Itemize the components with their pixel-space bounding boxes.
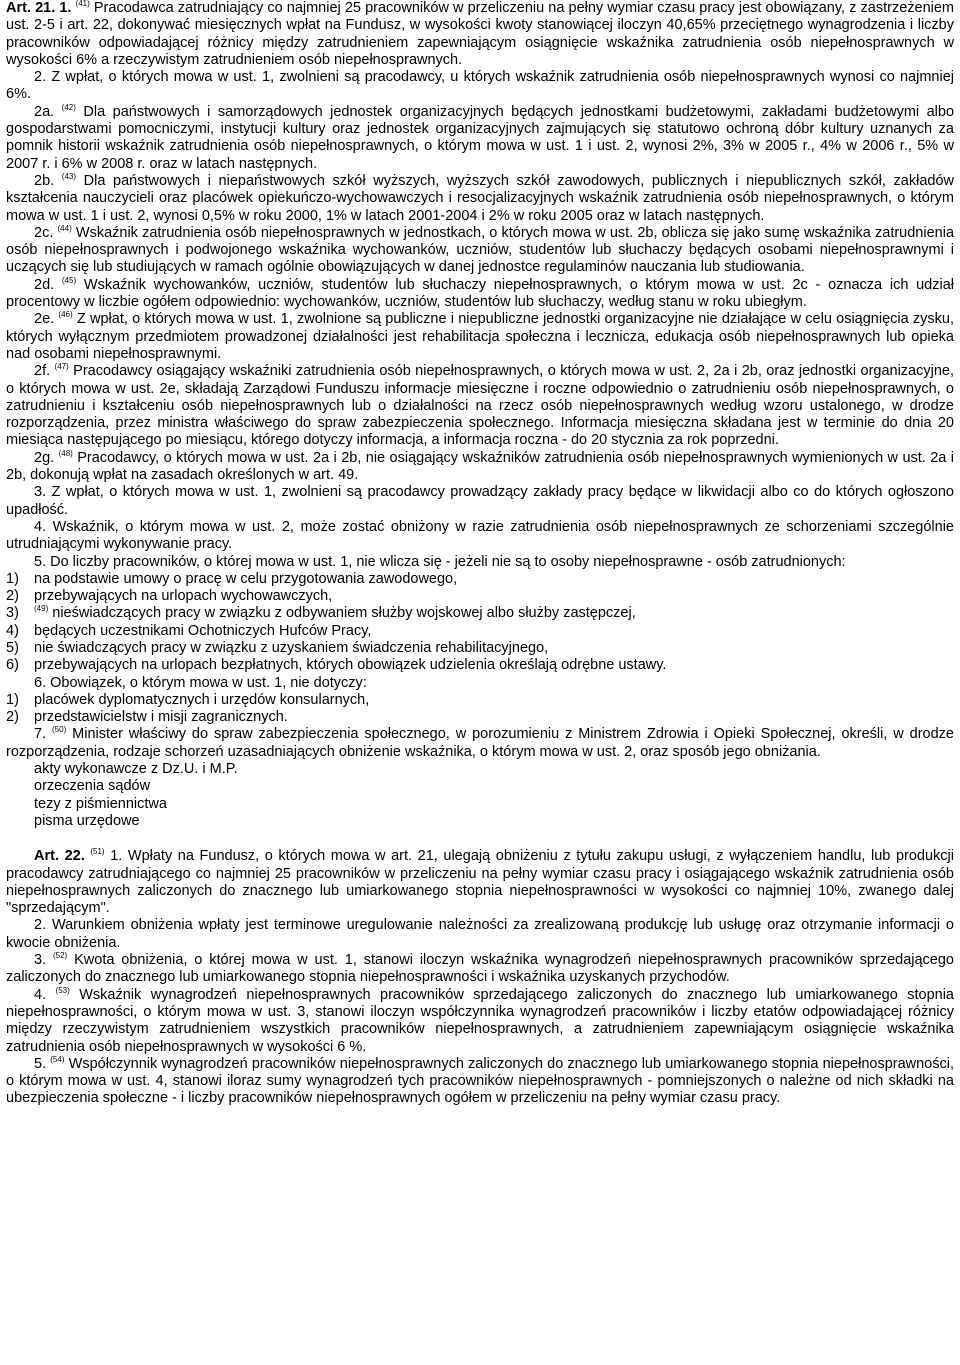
art22-par1-text: 1. Wpłaty na Fundusz, o których mowa w art. 21, ulegają obniżeniu z tytułu zakupu usługi, z wyłączeniem handlu, lub produkcji pracodawcy zatrudniającego co najmniej 25 pracowników w przeliczeniu na pełny wymiar czasu pracy i osiągającego wskaźnik zatrudnienia osób niepełnosprawnych zaliczonych do znacznego lub umiarkowanego stopnia niepełnosprawności w wysokości co najmniej 10%, zwanego dalej "sprzedającym". bbox=[6, 848, 954, 917]
art21-par6-list bbox=[6, 692, 954, 727]
link-literature-theses[interactable]: tezy z piśmiennictwa bbox=[34, 795, 167, 812]
art21-par2: 2. Z wpłat, o których mowa w ust. 1, zwolnieni są pracodawcy, u których wskaźnik zatrudnienia osób niepełnosprawnych wynosi co najmniej 6%. bbox=[6, 69, 954, 103]
link-official-letters[interactable]: pisma urzędowe bbox=[34, 812, 140, 829]
art22-heading: Art. 22. bbox=[34, 848, 85, 865]
art21-par2d bbox=[6, 277, 954, 312]
art22-par2: 2. Warunkiem obniżenia wpłaty jest terminowe uregulowanie należności za zrealizowaną produkcję lub usługę oraz otrzymanie informacji o kwocie obniżenia. bbox=[6, 917, 954, 951]
footnote-ref[interactable]: (54) bbox=[50, 1054, 65, 1064]
footnote-ref[interactable]: (48) bbox=[58, 448, 73, 458]
list-item: 6) przebywających na urlopach bezpłatnych, których obowiązek udzielenia określają odrębne ustawy. bbox=[6, 657, 667, 674]
list-item: 1) placówek dyplomatycznych i urzędów konsularnych, bbox=[6, 691, 370, 708]
art21-par2a bbox=[6, 104, 954, 173]
footnote-ref[interactable]: (41) bbox=[75, 0, 90, 8]
footnote-ref[interactable]: (50) bbox=[52, 725, 67, 735]
par-label: 2a. bbox=[34, 103, 55, 120]
par-text: Dla państwowych i niepaństwowych szkół wyższych, wyższych szkół zawodowych, publicznych i niepublicznych szkół, zakładów kształcenia nauczycieli oraz placówek opiekuńczo-wychowawczych i resocjalizacyjnych wskaźnik zatrudnienia osób niepełnosprawnych, o którym mowa w ust. 1 i ust. 2, wynosi 0,5% w roku 2000, 1% w latach 2001-2004 i 2% w roku 2005 oraz w latach następnych. bbox=[6, 172, 954, 224]
par-text: Wskaźnik wychowanków, uczniów, studentów lub słuchaczy niepełnosprawnych, o którym mowa w ust. 2c - oznacza ich udział procentowy w liczbie ogółem odpowiednio: wychowanków, uczniów, studentów lub słuchaczy, według stanu w roku ubiegłym. bbox=[6, 276, 955, 311]
footnote-ref[interactable]: (46) bbox=[58, 310, 73, 320]
footnote-ref[interactable]: (51) bbox=[90, 847, 105, 857]
footnote-ref[interactable]: (52) bbox=[52, 951, 68, 961]
par-text: Kwota obniżenia, o której mowa w ust. 1, stanowi iloczyn wskaźnika wynagrodzeń niepełnosprawnych pracowników sprzedającego zaliczonych do znacznego lub umiarkowanego stopnia niepełnosprawności i wskaźnika uzyskanych przychodów. bbox=[6, 952, 954, 986]
art21-par7 bbox=[6, 726, 954, 761]
related-links bbox=[34, 761, 954, 830]
art21-par2b bbox=[6, 173, 954, 225]
art21-par2c bbox=[6, 225, 954, 277]
par-label: 2c. bbox=[34, 224, 54, 241]
art21-par1-text: Pracodawca zatrudniający co najmniej 25 pracowników w przeliczeniu na pełny wymiar czasu pracy jest obowiązany, z zastrzeżeniem ust. 2-5 i art. 22, dokonywać miesięcznych wpłat na Fundusz, w wysokości kwoty stanowiącej iloczyn 40,65% przeciętnego wynagrodzenia i liczby pracowników odpowiadającej różnicy między zatrudnieniem zapewniającym osiągnięcie wskaźnika zatrudnienia osób niepełnosprawnych w wysokości 6% a rzeczywistym zatrudnieniem osób niepełnosprawnych. bbox=[6, 0, 954, 68]
art22-par5 bbox=[6, 1056, 954, 1108]
footnote-ref[interactable]: (47) bbox=[54, 362, 69, 372]
par-label: 2e. bbox=[34, 311, 55, 328]
footnote-ref[interactable]: (44) bbox=[57, 223, 72, 233]
art21-par3: 3. Z wpłat, o których mowa w ust. 1, zwolnieni są pracodawcy prowadzący zakłady pracy będące w likwidacji albo co do których ogłoszono upadłość. bbox=[6, 484, 954, 518]
art21-par4: 4. Wskaźnik, o którym mowa w ust. 2, może zostać obniżony w razie zatrudnienia osób niepełnosprawnych ze schorzeniami szczególnie utrudniającymi wykonywanie pracy. bbox=[6, 518, 954, 553]
art21-heading: Art. 21. 1. bbox=[6, 0, 72, 16]
par-text: Pracodawcy osiągający wskaźniki zatrudnienia osób niepełnosprawnych, o których mowa w ust. 2, 2a i 2b, oraz jednostki organizacyjne, o których mowa w ust. 2e, składają Zarządowi Funduszu informacje miesięczne i roczne odpowiednio o zatrudnieniu osób niepełnosprawnych, o zatrudnieniu i kształceniu osób niepełnosprawnych lub o działalności na rzecz osób niepełnosprawnych według wzoru ustalonego, w drodze rozporządzenia, przez ministra właściwego do spraw zabezpieczenia społecznego. Informacja miesięczna składana jest w terminie do dnia 20 miesiąca następującego po miesiącu, którego dotyczy informacja, a informacja roczna - do 20 stycznia za rok poprzedni. bbox=[6, 363, 955, 449]
par-label: 2g. bbox=[34, 449, 55, 466]
par-label: 3. bbox=[34, 952, 47, 969]
par-label: 2f. bbox=[34, 363, 51, 380]
par-text: Pracodawcy, o których mowa w ust. 2a i 2b, nie osiągający wskaźników zatrudnienia osób niepełnosprawnych wymienionych w ust. 2a i 2b, dokonują wpłat na zasadach określonych w art. 49. bbox=[6, 449, 954, 484]
art21-par6: 6. Obowiązek, o którym mowa w ust. 1, nie dotyczy: bbox=[34, 674, 367, 691]
art21-par2e bbox=[6, 311, 954, 363]
list-item: 3) $^{(49)}$ nieświadczących pracy w związku z odbywaniem służby wojskowej albo służby zastępczej, bbox=[6, 604, 636, 622]
par-label: 4. bbox=[34, 986, 47, 1003]
link-executive-acts[interactable]: akty wykonawcze z Dz.U. i M.P. bbox=[34, 761, 238, 778]
par-label: 2d. bbox=[34, 276, 55, 293]
par-label: 5. bbox=[34, 1055, 47, 1072]
footnote-ref[interactable]: (43) bbox=[61, 171, 77, 181]
spacer bbox=[6, 830, 954, 848]
art21-par2f bbox=[6, 363, 954, 449]
art21-par5-list bbox=[6, 571, 954, 675]
art22-par4 bbox=[6, 987, 954, 1056]
par-text: Wskaźnik zatrudnienia osób niepełnosprawnych w jednostkach, o których mowa w ust. 2b, oblicza się jako sumę wskaźnika zatrudnienia osób niepełnosprawnych i podwojonego wskaźnika wychowanków, uczniów, studentów lub słuchaczy będących osobami niepełnosprawnymi i uczących się lub studiujących w ramach ogólnie obowiązujących w danej jednostce regulaminów nauczania lub studiowania. bbox=[6, 224, 955, 276]
footnote-ref[interactable]: (53) bbox=[55, 985, 70, 995]
list-item: 2) przebywających na urlopach wychowawczych, bbox=[6, 588, 333, 605]
footnote-ref[interactable]: (49) bbox=[34, 604, 49, 614]
art21-par1 bbox=[6, 0, 954, 69]
par-text: Dla państwowych i samorządowych jednostek organizacyjnych będących jednostkami budżetowymi, zakładami budżetowymi albo gospodarstwami pomocniczymi, instytucji kultury oraz jednostek organizacyjnych zajmujących się statutowo ochroną dóbr kultury uznanych za pomnik historii wskaźnik zatrudnienia osób niepełnosprawnych, o którym mowa w ust. 1 i ust. 2, wynosi 2%, 3% w 2005 r., 4% w 2006 r., 5% w 2007 r. i 6% w 2008 r. oraz w latach następnych. bbox=[6, 103, 955, 172]
list-item: 5) nie świadczących pracy w związku z uzyskaniem świadczenia rehabilitacyjnego, bbox=[6, 639, 549, 656]
art22-par3 bbox=[6, 952, 954, 987]
list-item: 4) będących uczestnikami Ochotniczych Hufców Pracy, bbox=[6, 622, 372, 639]
par-text: Minister właściwy do spraw zabezpieczenia społecznego, w porozumieniu z Ministrem Zdrowia i Opieki Społecznej, określi, w drodze rozporządzenia, rodzaje schorzeń uzasadniających obniżenie wskaźnika, o którym mowa w ust. 2, oraz sposób jego obniżania. bbox=[6, 726, 954, 760]
footnote-ref[interactable]: (45) bbox=[61, 275, 77, 285]
art22-par1 bbox=[6, 848, 954, 917]
footnote-ref[interactable]: (42) bbox=[61, 102, 76, 112]
list-item: 2) przedstawicielstw i misji zagranicznych. bbox=[6, 709, 288, 726]
par-label: 2b. bbox=[34, 172, 55, 189]
par-text: Z wpłat, o których mowa w ust. 1, zwolnione są publiczne i niepubliczne jednostki organizacyjne nie działające w celu osiągnięcia zysku, których wyłącznym przedmiotem prowadzonej działalności jest rehabilitacja społeczna i lecznicza, edukacja osób niepełnosprawnych lub opieka nad osobami niepełnosprawnymi. bbox=[6, 311, 955, 362]
art21-par5: 5. Do liczby pracowników, o której mowa w ust. 1, nie wlicza się - jeżeli nie są to osoby niepełnosprawne - osób zatrudnionych: bbox=[34, 553, 846, 570]
link-court-rulings[interactable]: orzeczenia sądów bbox=[34, 778, 151, 795]
list-item: 1) na podstawie umowy o pracę w celu przygotowania zawodowego, bbox=[6, 570, 458, 587]
par-text: Współczynnik wynagrodzeń pracowników niepełnosprawnych zaliczonych do znacznego lub umiarkowanego stopnia niepełnosprawności, o którym mowa w ust. 4, stanowi iloraz sumy wynagrodzeń tych pracowników niepełnosprawnych - pomniejszonych o należne od nich składki na ubezpieczenia społeczne - i liczby pracowników niepełnosprawnych ogółem w przeliczeniu na pełny wymiar czasu pracy. bbox=[6, 1055, 955, 1107]
par-text: Wskaźnik wynagrodzeń niepełnosprawnych pracowników sprzedającego zaliczonych do znacznego lub umiarkowanego stopnia niepełnosprawności, o którym mowa w ust. 3, stanowi iloczyn współczynnika wynagrodzeń pracowników i liczby etatów odpowiadającej różnicy między rzeczywistym zatrudnieniem wszystkich pracowników niepełnosprawnych, a zatrudnieniem zapewniającym osiągnięcie wskaźnika zatrudnienia osób niepełnosprawnych w wysokości 6 %. bbox=[6, 986, 954, 1055]
art21-par2g bbox=[6, 450, 954, 485]
par-label: 7. bbox=[34, 726, 47, 743]
